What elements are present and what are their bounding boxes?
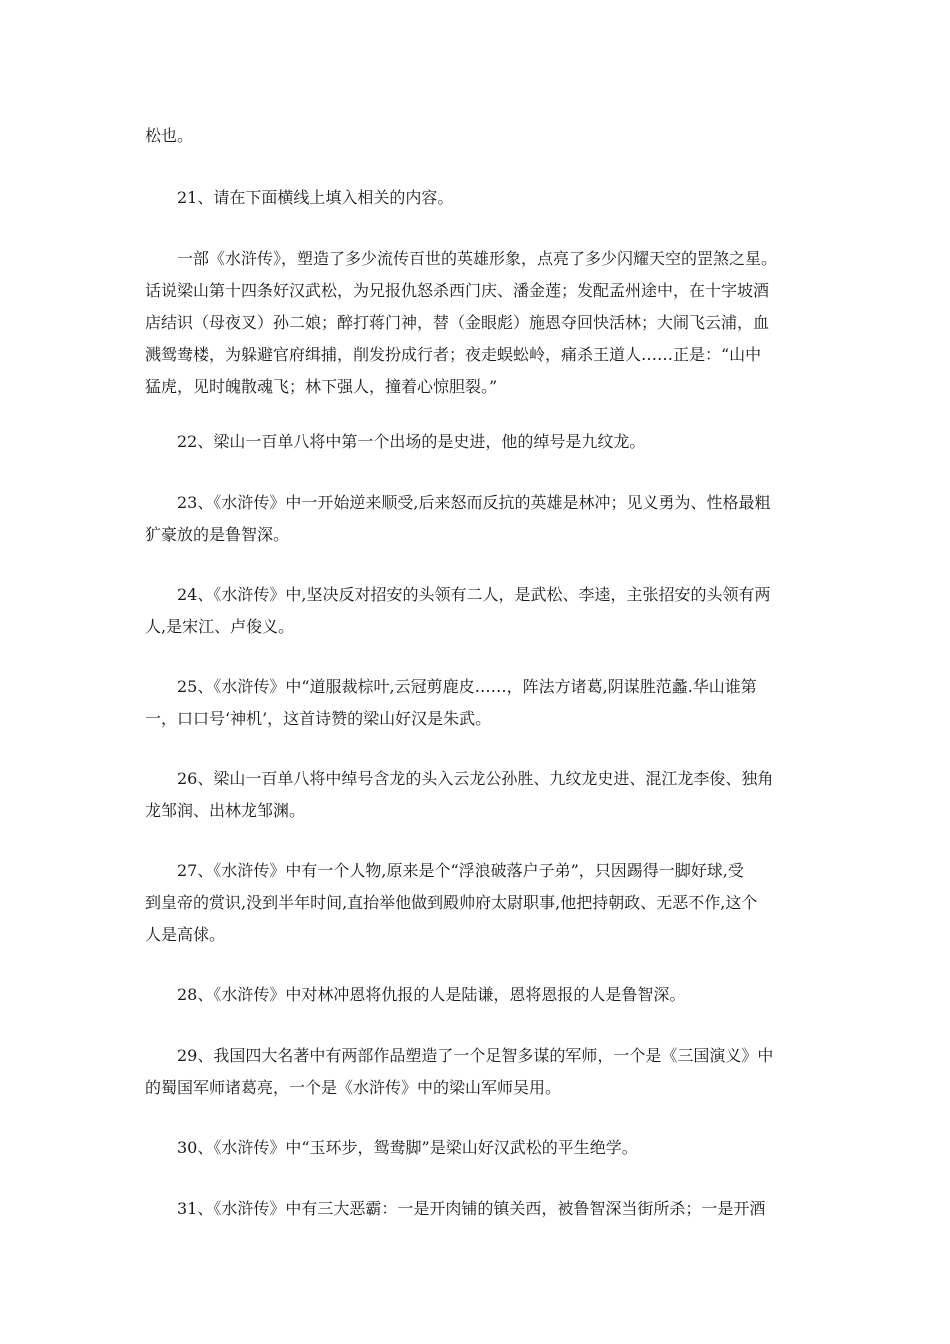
text-line: 一，口口号‘神机’，这首诗赞的梁山好汉是朱武。	[145, 709, 492, 728]
text-line: 话说梁山第十四条好汉武松，为兄报仇怒杀西门庆、潘金莲；发配孟州途中，在十字坡酒	[145, 281, 770, 300]
text-line: 25、《水浒传》中“道服裁棕叶,云冠剪鹿皮……，阵法方诸葛,阴谋胜范蠡.华山谁第	[177, 677, 757, 696]
text-line: 26、梁山一百单八将中绰号含龙的头入云龙公孙胜、九纹龙史进、混江龙李俊、独角	[177, 769, 774, 788]
text-line: 29、我国四大名著中有两部作品塑造了一个足智多谋的军师，一个是《三国演义》中	[177, 1046, 774, 1065]
text-line: 人是高俅。	[145, 925, 226, 944]
question-27	[145, 855, 813, 951]
question-28	[145, 979, 813, 1011]
text-line: 28、《水浒传》中对林冲恩将仇报的人是陆谦，恩将恩报的人是鲁智深。	[177, 985, 686, 1004]
question-22	[145, 426, 813, 458]
text-line: 24、《水浒传》中,坚决反对招安的头领有二人，是武松、李逵，主张招安的头领有两	[177, 585, 771, 604]
text-line: 27、《水浒传》中有一个人物,原来是个“浮浪破落户子弟”，只因踢得一脚好球,受	[177, 861, 744, 880]
text-line: 到皇帝的赏识,没到半年时间,直抬举他做到殿帅府太尉职事,他把持朝政、无恶不作,这个	[145, 893, 758, 912]
text-line: 松也。	[145, 126, 194, 145]
text-line: 22、梁山一百单八将中第一个出场的是史进，他的绰号是九纹龙。	[177, 432, 646, 451]
text-line: 犷豪放的是鲁智深。	[145, 525, 290, 544]
question-21-passage	[145, 243, 813, 403]
question-21-prompt	[145, 182, 813, 214]
text-line: 猛虎，见时魄散魂飞；林下强人，撞着心惊胆裂。”	[145, 377, 498, 396]
question-25	[145, 671, 813, 735]
question-29	[145, 1040, 813, 1104]
question-23	[145, 487, 813, 551]
paragraph-continuation	[145, 120, 813, 152]
question-31	[145, 1193, 813, 1225]
question-26	[145, 763, 813, 827]
text-line: 21、请在下面横线上填入相关的内容。	[177, 188, 454, 207]
text-line: 的蜀国军师诸葛亮，一个是《水浒传》中的梁山军师吴用。	[145, 1078, 562, 1097]
text-line: 31、《水浒传》中有三大恶霸：一是开肉铺的镇关西，被鲁智深当街所杀；一是开酒	[177, 1199, 766, 1218]
text-line: 30、《水浒传》中“玉环步，鸳鸯脚”是梁山好汉武松的平生绝学。	[177, 1138, 638, 1157]
text-line: 店结识（母夜叉）孙二娘；醉打蒋门神，替（金眼彪）施恩夺回快活林；大闹飞云浦，血	[145, 313, 770, 332]
question-24	[145, 579, 813, 643]
text-line: 人,是宋江、卢俊义。	[145, 617, 295, 636]
text-line: 溅鸳鸯楼，为躲避官府缉捕，削发扮成行者；夜走蜈蚣岭，痛杀王道人……正是：“山中	[145, 345, 762, 364]
question-30	[145, 1132, 813, 1164]
text-line: 一部《水浒传》，塑造了多少流传百世的英雄形象，点亮了多少闪耀天空的罡煞之星。	[177, 249, 778, 268]
text-line: 23、《水浒传》中一开始逆来顺受,后来怒而反抗的英雄是林冲；见义勇为、性格最粗	[177, 493, 771, 512]
text-line: 龙邹润、出林龙邹渊。	[145, 801, 306, 820]
